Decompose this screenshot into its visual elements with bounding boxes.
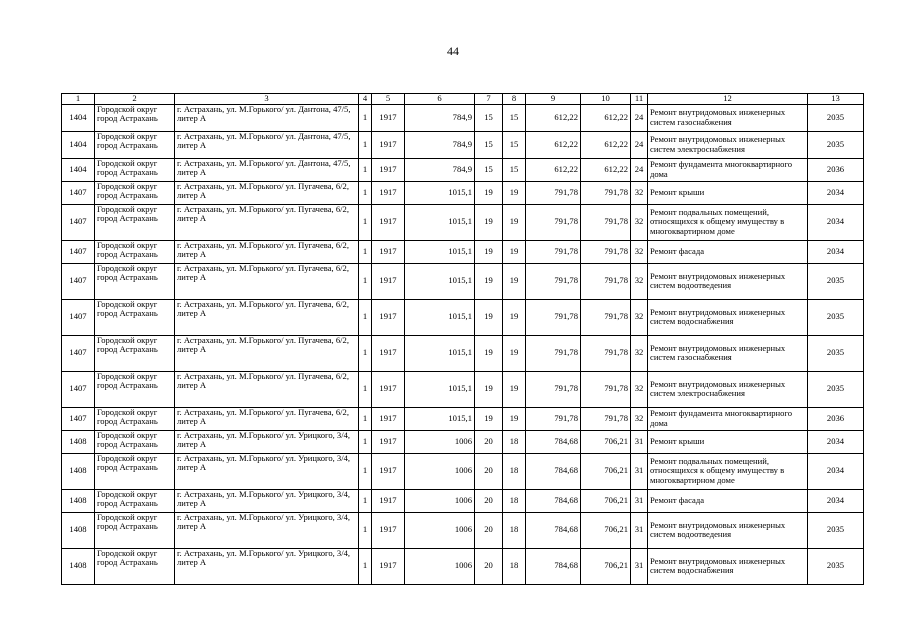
col-9-value-cell: 791,78 (526, 335, 581, 371)
col-8-value-cell: 19 (503, 299, 526, 335)
address-cell: г. Астрахань, ул. М.Горького/ ул. Урицкого, 3/4, литер А (175, 453, 359, 489)
col-9-value-cell: 791,78 (526, 240, 581, 263)
col-8-value-cell: 19 (503, 240, 526, 263)
municipality-cell: Городской округ город Астрахань (95, 371, 175, 407)
col-11-value-cell: 32 (631, 407, 648, 430)
house-id-cell: 1407 (62, 240, 95, 263)
house-id-cell: 1408 (62, 430, 95, 453)
municipality-cell: Городской округ город Астрахань (95, 204, 175, 240)
area-total-cell: 1015,1 (405, 299, 475, 335)
area-total-cell: 1015,1 (405, 181, 475, 204)
work-type-cell: Ремонт подвальных помещений, относящихся к общему имуществу в многоквартирном доме (648, 204, 808, 240)
municipality-cell: Городской округ город Астрахань (95, 263, 175, 299)
table-row (62, 263, 864, 299)
col-4-value-cell: 1 (359, 453, 372, 489)
col-8-value-cell: 15 (503, 131, 526, 158)
col-9-value-cell: 791,78 (526, 204, 581, 240)
col-11-value-cell: 32 (631, 181, 648, 204)
planned-year-cell: 2035 (808, 131, 864, 158)
col-10-value-cell: 612,22 (581, 104, 631, 131)
col-7-value-cell: 15 (475, 104, 503, 131)
table-row (62, 204, 864, 240)
planned-year-cell: 2035 (808, 104, 864, 131)
construction-year-cell: 1917 (372, 299, 405, 335)
column-number: 11 (631, 94, 648, 105)
page-number: 44 (447, 44, 459, 58)
house-id-cell: 1404 (62, 158, 95, 181)
area-total-cell: 1015,1 (405, 263, 475, 299)
area-total-cell: 784,9 (405, 104, 475, 131)
construction-year-cell: 1917 (372, 263, 405, 299)
address-cell: г. Астрахань, ул. М.Горького/ ул. Пугачева, 6/2, литер А (175, 371, 359, 407)
municipality-cell: Городской округ город Астрахань (95, 548, 175, 584)
col-4-value-cell: 1 (359, 204, 372, 240)
col-11-value-cell: 32 (631, 299, 648, 335)
table-row (62, 104, 864, 131)
planned-year-cell: 2034 (808, 430, 864, 453)
table-row (62, 158, 864, 181)
table-row (62, 335, 864, 371)
planned-year-cell: 2035 (808, 299, 864, 335)
municipality-cell: Городской округ город Астрахань (95, 158, 175, 181)
col-4-value-cell: 1 (359, 430, 372, 453)
address-cell: г. Астрахань, ул. М.Горького/ ул. Дантона, 47/5, литер А (175, 104, 359, 131)
col-8-value-cell: 18 (503, 430, 526, 453)
col-10-value-cell: 791,78 (581, 407, 631, 430)
construction-year-cell: 1917 (372, 181, 405, 204)
col-9-value-cell: 784,68 (526, 489, 581, 512)
col-8-value-cell: 19 (503, 204, 526, 240)
municipality-cell: Городской округ город Астрахань (95, 430, 175, 453)
area-total-cell: 1006 (405, 489, 475, 512)
house-id-cell: 1407 (62, 335, 95, 371)
address-cell: г. Астрахань, ул. М.Горького/ ул. Пугачева, 6/2, литер А (175, 335, 359, 371)
col-10-value-cell: 791,78 (581, 181, 631, 204)
work-type-cell: Ремонт внутридомовых инженерных систем водоснабжения (648, 548, 808, 584)
col-11-value-cell: 24 (631, 158, 648, 181)
municipality-cell: Городской округ город Астрахань (95, 299, 175, 335)
area-total-cell: 1006 (405, 430, 475, 453)
column-number: 7 (475, 94, 503, 105)
house-id-cell: 1407 (62, 299, 95, 335)
planned-year-cell: 2035 (808, 263, 864, 299)
col-9-value-cell: 784,68 (526, 453, 581, 489)
col-10-value-cell: 791,78 (581, 335, 631, 371)
municipality-cell: Городской округ город Астрахань (95, 512, 175, 548)
col-11-value-cell: 32 (631, 371, 648, 407)
area-total-cell: 1015,1 (405, 371, 475, 407)
area-total-cell: 1015,1 (405, 407, 475, 430)
col-10-value-cell: 791,78 (581, 371, 631, 407)
planned-year-cell: 2034 (808, 204, 864, 240)
column-number: 13 (808, 94, 864, 105)
col-4-value-cell: 1 (359, 240, 372, 263)
work-type-cell: Ремонт крыши (648, 181, 808, 204)
construction-year-cell: 1917 (372, 548, 405, 584)
col-7-value-cell: 20 (475, 489, 503, 512)
col-7-value-cell: 15 (475, 158, 503, 181)
work-type-cell: Ремонт фасада (648, 489, 808, 512)
house-id-cell: 1407 (62, 407, 95, 430)
col-7-value-cell: 20 (475, 453, 503, 489)
col-4-value-cell: 1 (359, 158, 372, 181)
address-cell: г. Астрахань, ул. М.Горького/ ул. Пугачева, 6/2, литер А (175, 263, 359, 299)
house-id-cell: 1407 (62, 204, 95, 240)
municipality-cell: Городской округ город Астрахань (95, 131, 175, 158)
col-8-value-cell: 18 (503, 489, 526, 512)
municipality-cell: Городской округ город Астрахань (95, 489, 175, 512)
col-8-value-cell: 19 (503, 181, 526, 204)
column-number: 9 (526, 94, 581, 105)
table-row (62, 181, 864, 204)
address-cell: г. Астрахань, ул. М.Горького/ ул. Пугачева, 6/2, литер А (175, 407, 359, 430)
col-10-value-cell: 706,21 (581, 512, 631, 548)
col-7-value-cell: 20 (475, 548, 503, 584)
area-total-cell: 1006 (405, 453, 475, 489)
house-id-cell: 1408 (62, 489, 95, 512)
table-row (62, 371, 864, 407)
address-cell: г. Астрахань, ул. М.Горького/ ул. Дантона, 47/5, литер А (175, 158, 359, 181)
construction-year-cell: 1917 (372, 104, 405, 131)
area-total-cell: 784,9 (405, 158, 475, 181)
planned-year-cell: 2036 (808, 158, 864, 181)
column-number: 6 (405, 94, 475, 105)
col-10-value-cell: 791,78 (581, 299, 631, 335)
address-cell: г. Астрахань, ул. М.Горького/ ул. Урицкого, 3/4, литер А (175, 512, 359, 548)
table-row (62, 131, 864, 158)
col-10-value-cell: 706,21 (581, 430, 631, 453)
house-id-cell: 1407 (62, 181, 95, 204)
construction-year-cell: 1917 (372, 131, 405, 158)
col-7-value-cell: 19 (475, 181, 503, 204)
col-11-value-cell: 24 (631, 104, 648, 131)
construction-year-cell: 1917 (372, 512, 405, 548)
table-row (62, 299, 864, 335)
col-9-value-cell: 612,22 (526, 104, 581, 131)
col-7-value-cell: 19 (475, 240, 503, 263)
col-4-value-cell: 1 (359, 181, 372, 204)
col-7-value-cell: 19 (475, 263, 503, 299)
col-9-value-cell: 791,78 (526, 371, 581, 407)
col-7-value-cell: 20 (475, 430, 503, 453)
planned-year-cell: 2035 (808, 335, 864, 371)
col-4-value-cell: 1 (359, 548, 372, 584)
col-4-value-cell: 1 (359, 512, 372, 548)
house-id-cell: 1408 (62, 512, 95, 548)
municipality-cell: Городской округ город Астрахань (95, 453, 175, 489)
col-4-value-cell: 1 (359, 131, 372, 158)
col-9-value-cell: 784,68 (526, 430, 581, 453)
address-cell: г. Астрахань, ул. М.Горького/ ул. Урицкого, 3/4, литер А (175, 489, 359, 512)
work-type-cell: Ремонт внутридомовых инженерных систем электроснабжения (648, 371, 808, 407)
house-id-cell: 1404 (62, 104, 95, 131)
column-number: 10 (581, 94, 631, 105)
col-4-value-cell: 1 (359, 489, 372, 512)
work-type-cell: Ремонт внутридомовых инженерных систем водоотведения (648, 263, 808, 299)
construction-year-cell: 1917 (372, 489, 405, 512)
address-cell: г. Астрахань, ул. М.Горького/ ул. Пугачева, 6/2, литер А (175, 204, 359, 240)
column-number: 4 (359, 94, 372, 105)
planned-year-cell: 2034 (808, 489, 864, 512)
area-total-cell: 784,9 (405, 131, 475, 158)
construction-year-cell: 1917 (372, 335, 405, 371)
col-10-value-cell: 706,21 (581, 548, 631, 584)
col-7-value-cell: 19 (475, 335, 503, 371)
table-row (62, 453, 864, 489)
column-number: 3 (175, 94, 359, 105)
col-4-value-cell: 1 (359, 299, 372, 335)
col-10-value-cell: 612,22 (581, 158, 631, 181)
col-11-value-cell: 32 (631, 204, 648, 240)
construction-year-cell: 1917 (372, 430, 405, 453)
planned-year-cell: 2036 (808, 407, 864, 430)
address-cell: г. Астрахань, ул. М.Горького/ ул. Пугачева, 6/2, литер А (175, 240, 359, 263)
col-7-value-cell: 19 (475, 407, 503, 430)
col-7-value-cell: 19 (475, 204, 503, 240)
address-cell: г. Астрахань, ул. М.Горького/ ул. Урицкого, 3/4, литер А (175, 548, 359, 584)
col-9-value-cell: 791,78 (526, 299, 581, 335)
work-type-cell: Ремонт внутридомовых инженерных систем электроснабжения (648, 131, 808, 158)
construction-year-cell: 1917 (372, 371, 405, 407)
col-10-value-cell: 612,22 (581, 131, 631, 158)
construction-year-cell: 1917 (372, 240, 405, 263)
col-11-value-cell: 32 (631, 240, 648, 263)
work-type-cell: Ремонт внутридомовых инженерных систем водоотведения (648, 512, 808, 548)
work-type-cell: Ремонт внутридомовых инженерных систем водоснабжения (648, 299, 808, 335)
municipality-cell: Городской округ город Астрахань (95, 181, 175, 204)
column-number: 2 (95, 94, 175, 105)
col-8-value-cell: 18 (503, 548, 526, 584)
col-7-value-cell: 20 (475, 512, 503, 548)
col-8-value-cell: 18 (503, 453, 526, 489)
address-cell: г. Астрахань, ул. М.Горького/ ул. Дантона, 47/5, литер А (175, 131, 359, 158)
address-cell: г. Астрахань, ул. М.Горького/ ул. Пугачева, 6/2, литер А (175, 299, 359, 335)
col-9-value-cell: 612,22 (526, 131, 581, 158)
planned-year-cell: 2034 (808, 240, 864, 263)
col-7-value-cell: 15 (475, 131, 503, 158)
col-4-value-cell: 1 (359, 407, 372, 430)
table-row (62, 548, 864, 584)
house-id-cell: 1407 (62, 371, 95, 407)
work-type-cell: Ремонт подвальных помещений, относящихся к общему имуществу в многоквартирном доме (648, 453, 808, 489)
col-10-value-cell: 791,78 (581, 240, 631, 263)
work-type-cell: Ремонт фасада (648, 240, 808, 263)
col-9-value-cell: 791,78 (526, 181, 581, 204)
municipality-cell: Городской округ город Астрахань (95, 240, 175, 263)
area-total-cell: 1006 (405, 512, 475, 548)
area-total-cell: 1015,1 (405, 240, 475, 263)
col-8-value-cell: 18 (503, 512, 526, 548)
municipality-cell: Городской округ город Астрахань (95, 407, 175, 430)
table-row (62, 240, 864, 263)
construction-year-cell: 1917 (372, 407, 405, 430)
construction-year-cell: 1917 (372, 204, 405, 240)
planned-year-cell: 2034 (808, 453, 864, 489)
col-8-value-cell: 19 (503, 263, 526, 299)
col-4-value-cell: 1 (359, 263, 372, 299)
capital-repair-table (61, 93, 864, 585)
col-11-value-cell: 31 (631, 512, 648, 548)
col-4-value-cell: 1 (359, 335, 372, 371)
house-id-cell: 1407 (62, 263, 95, 299)
area-total-cell: 1015,1 (405, 204, 475, 240)
col-4-value-cell: 1 (359, 371, 372, 407)
column-number: 1 (62, 94, 95, 105)
col-11-value-cell: 31 (631, 548, 648, 584)
work-type-cell: Ремонт фундамента многоквартирного дома (648, 407, 808, 430)
municipality-cell: Городской округ город Астрахань (95, 335, 175, 371)
table-row (62, 430, 864, 453)
col-9-value-cell: 612,22 (526, 158, 581, 181)
planned-year-cell: 2034 (808, 181, 864, 204)
column-number-row (62, 94, 864, 105)
area-total-cell: 1006 (405, 548, 475, 584)
col-8-value-cell: 15 (503, 104, 526, 131)
work-type-cell: Ремонт крыши (648, 430, 808, 453)
col-10-value-cell: 791,78 (581, 204, 631, 240)
col-11-value-cell: 31 (631, 453, 648, 489)
col-10-value-cell: 706,21 (581, 489, 631, 512)
address-cell: г. Астрахань, ул. М.Горького/ ул. Урицкого, 3/4, литер А (175, 430, 359, 453)
table-row (62, 512, 864, 548)
col-11-value-cell: 31 (631, 489, 648, 512)
column-number: 12 (648, 94, 808, 105)
planned-year-cell: 2035 (808, 512, 864, 548)
municipality-cell: Городской округ город Астрахань (95, 104, 175, 131)
col-4-value-cell: 1 (359, 104, 372, 131)
house-id-cell: 1404 (62, 131, 95, 158)
col-11-value-cell: 32 (631, 335, 648, 371)
work-type-cell: Ремонт внутридомовых инженерных систем газоснабжения (648, 104, 808, 131)
col-7-value-cell: 19 (475, 371, 503, 407)
col-8-value-cell: 19 (503, 335, 526, 371)
col-7-value-cell: 19 (475, 299, 503, 335)
house-id-cell: 1408 (62, 548, 95, 584)
column-number: 8 (503, 94, 526, 105)
col-11-value-cell: 32 (631, 263, 648, 299)
planned-year-cell: 2035 (808, 371, 864, 407)
work-type-cell: Ремонт внутридомовых инженерных систем газоснабжения (648, 335, 808, 371)
col-11-value-cell: 24 (631, 131, 648, 158)
col-9-value-cell: 791,78 (526, 263, 581, 299)
construction-year-cell: 1917 (372, 158, 405, 181)
col-9-value-cell: 784,68 (526, 512, 581, 548)
planned-year-cell: 2035 (808, 548, 864, 584)
col-11-value-cell: 31 (631, 430, 648, 453)
construction-year-cell: 1917 (372, 453, 405, 489)
col-9-value-cell: 791,78 (526, 407, 581, 430)
area-total-cell: 1015,1 (405, 335, 475, 371)
house-id-cell: 1408 (62, 453, 95, 489)
table-body (62, 104, 864, 584)
work-type-cell: Ремонт фундамента многоквартирного дома (648, 158, 808, 181)
col-9-value-cell: 784,68 (526, 548, 581, 584)
col-8-value-cell: 19 (503, 407, 526, 430)
col-10-value-cell: 706,21 (581, 453, 631, 489)
col-10-value-cell: 791,78 (581, 263, 631, 299)
address-cell: г. Астрахань, ул. М.Горького/ ул. Пугачева, 6/2, литер А (175, 181, 359, 204)
column-number: 5 (372, 94, 405, 105)
col-8-value-cell: 15 (503, 158, 526, 181)
table-row (62, 407, 864, 430)
table-row (62, 489, 864, 512)
col-8-value-cell: 19 (503, 371, 526, 407)
